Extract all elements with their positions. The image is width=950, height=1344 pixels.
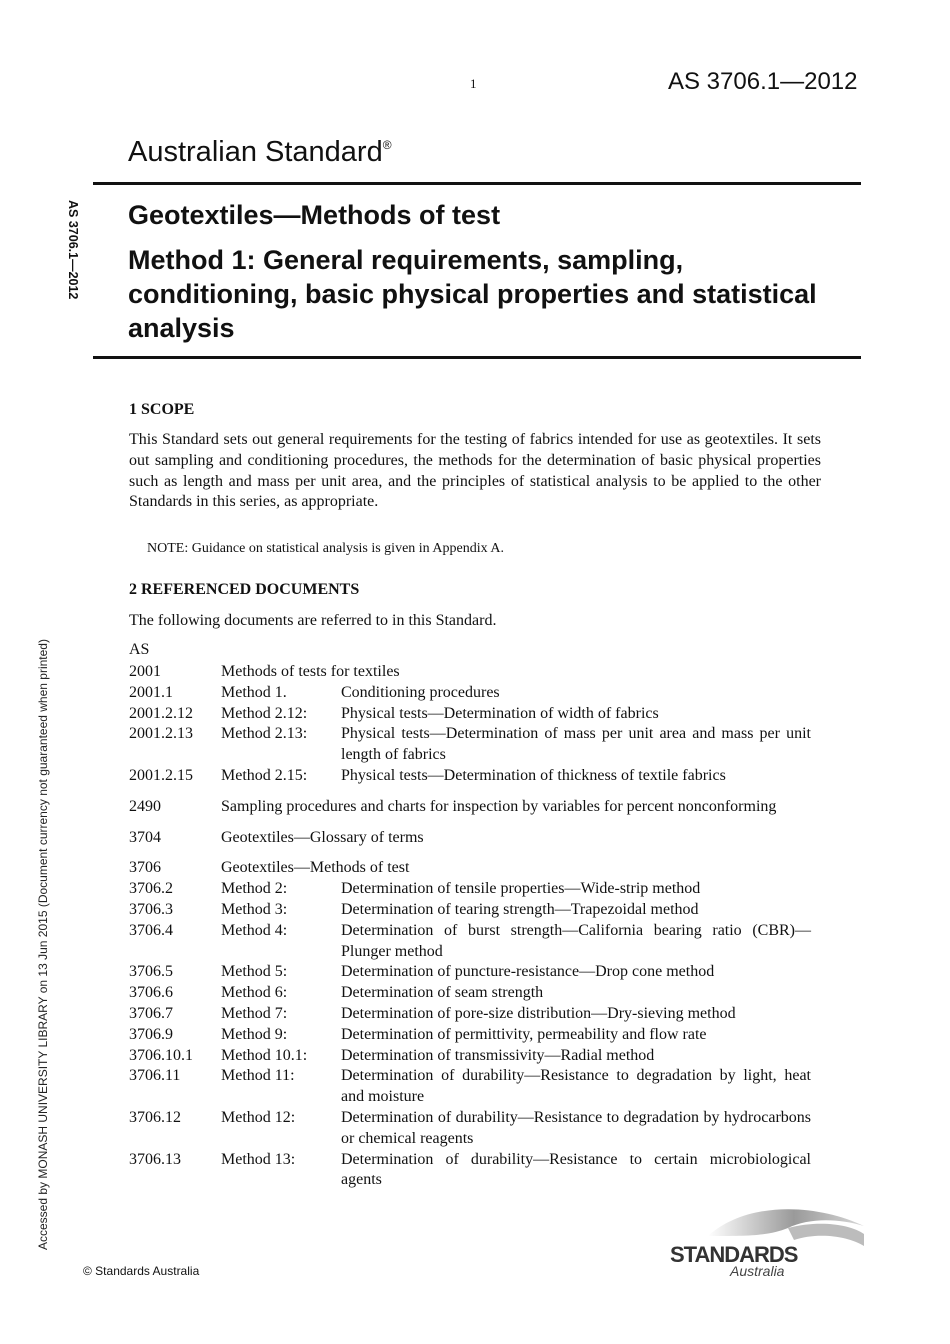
- reference-title: Determination of durability—Resistance to certain microbiological agents: [341, 1150, 811, 1189]
- reference-title: Geotextiles—Glossary of terms: [221, 828, 424, 846]
- reference-title: Determination of burst strength—California bearing ratio (CBR)—Plunger method: [341, 921, 811, 960]
- standard-type: [128, 136, 392, 169]
- reference-row: [129, 1025, 811, 1046]
- reference-method: Method 3:: [221, 900, 288, 918]
- reference-method: Method 2.13:: [221, 725, 308, 743]
- reference-row: [129, 1150, 811, 1192]
- reference-title: Sampling procedures and charts for inspection by variables for percent nonconforming: [221, 797, 777, 815]
- reference-method: Method 10.1:: [221, 1046, 308, 1064]
- reference-title: Determination of transmissivity—Radial method: [341, 1046, 655, 1064]
- reference-method: Method 12:: [221, 1108, 296, 1126]
- reference-title: Determination of seam strength: [341, 984, 544, 1002]
- scope-heading: 1 SCOPE: [129, 401, 195, 418]
- standard-code: AS 3706.1—2012: [668, 68, 858, 95]
- reference-row: [129, 1046, 811, 1067]
- copyright: © Standards Australia: [83, 1264, 200, 1278]
- reference-title: Determination of durability—Resistance to degradation by light, heat and moisture: [341, 1067, 811, 1106]
- reference-row: [129, 879, 811, 900]
- logo-sub: Australia: [730, 1263, 785, 1278]
- reference-number: 3706.10.1: [129, 1046, 193, 1064]
- reference-number: 3706.4: [129, 921, 173, 939]
- reference-row: [129, 858, 811, 879]
- reference-row: [129, 962, 811, 983]
- reference-title: Determination of tearing strength—Trapezoidal method: [341, 900, 699, 918]
- reference-row: [129, 766, 811, 787]
- reference-title: Conditioning procedures: [341, 683, 500, 701]
- title-rule: [93, 356, 861, 359]
- side-standard-code: AS 3706.1—2012: [66, 200, 80, 300]
- page-subtitle: Method 1: General requirements, sampling, conditioning, basic physical properties and statistical analysis: [128, 245, 817, 343]
- reference-number: 2001.1: [129, 683, 173, 701]
- scope-paragraph: This Standard sets out general requirements for the testing of fabrics intended for use as geotextiles. It sets out sampling and conditioning procedures, the methods for the determination of basic physical properties such as length and mass per unit area, and the principles of statistical analysis to be applied to the other Standards in this series, as appropriate.: [129, 431, 821, 511]
- reference-method: Method 9:: [221, 1025, 288, 1043]
- reference-number: 3706: [129, 859, 161, 877]
- reference-row: [129, 828, 811, 849]
- reference-number: 3706.13: [129, 1150, 181, 1168]
- access-notice: Accessed by MONASH UNIVERSITY LIBRARY on 13 Jun 2015 (Document currency not guaranteed when printed): [36, 639, 50, 1250]
- reference-number: 3704: [129, 828, 161, 846]
- reference-number: 3706.9: [129, 1025, 173, 1043]
- reference-row: [129, 1066, 811, 1108]
- reference-number: 3706.7: [129, 1004, 173, 1022]
- reference-method: Method 11:: [221, 1067, 295, 1085]
- reference-method: Method 2.15:: [221, 766, 308, 784]
- reference-row: [129, 683, 811, 704]
- reference-row: [129, 797, 811, 818]
- reference-number: 3706.12: [129, 1108, 181, 1126]
- reference-number: 3706.5: [129, 963, 173, 981]
- reference-method: Method 7:: [221, 1004, 288, 1022]
- reference-title: Determination of tensile properties—Wide-strip method: [341, 880, 701, 898]
- reference-title: Determination of puncture-resistance—Drop cone method: [341, 963, 715, 981]
- reference-number: 2001.2.15: [129, 766, 193, 784]
- reference-method: Method 4:: [221, 921, 288, 939]
- reference-method: Method 13:: [221, 1150, 296, 1168]
- page-title: Geotextiles—Methods of test: [128, 200, 501, 230]
- references-heading: 2 REFERENCED DOCUMENTS: [129, 581, 360, 598]
- reference-title: Determination of pore-size distribution—Dry-sieving method: [341, 1004, 736, 1022]
- reference-method: Method 1.: [221, 683, 287, 701]
- references-group-label: AS: [129, 641, 150, 658]
- reference-row: [129, 900, 811, 921]
- standards-australia-logo: [668, 1206, 868, 1278]
- reference-row: [129, 662, 811, 683]
- reference-number: 2001.2.12: [129, 704, 193, 722]
- reference-method: Method 5:: [221, 963, 288, 981]
- references-intro: The following documents are referred to in this Standard.: [129, 612, 497, 629]
- logo-word: STANDARDS: [670, 1242, 798, 1267]
- reference-number: 2001.2.13: [129, 725, 193, 743]
- header-rule: [93, 182, 861, 185]
- page-number: 1: [470, 76, 477, 91]
- reference-number: 3706.3: [129, 900, 173, 918]
- reference-number: 3706.6: [129, 984, 173, 1002]
- reference-method: Method 2:: [221, 880, 288, 898]
- scope-note: NOTE: Guidance on statistical analysis is given in Appendix A.: [147, 541, 504, 556]
- reference-row: [129, 724, 811, 766]
- reference-title: Physical tests—Determination of mass per unit area and mass per unit length of fabrics: [341, 725, 811, 764]
- reference-row: [129, 1004, 811, 1025]
- reference-number: 3706.2: [129, 880, 173, 898]
- reference-title: Geotextiles—Methods of test: [221, 859, 410, 877]
- reference-method: Method 2.12:: [221, 704, 308, 722]
- registered-mark: ®: [382, 138, 392, 152]
- reference-row: [129, 983, 811, 1004]
- reference-number: 2001: [129, 663, 161, 680]
- reference-row: [129, 1108, 811, 1150]
- references-list: [129, 662, 811, 1191]
- reference-number: 3706.11: [129, 1067, 181, 1085]
- reference-title: Determination of durability—Resistance to degradation by hydrocarbons or chemical reagents: [341, 1108, 811, 1147]
- standard-type-label: Australian Standard: [128, 136, 383, 168]
- reference-title: Physical tests—Determination of thickness of textile fabrics: [341, 766, 726, 784]
- reference-row: [129, 704, 811, 725]
- reference-title: Methods of tests for textiles: [221, 663, 400, 680]
- logo-swoosh-shape: [788, 1224, 864, 1246]
- reference-method: Method 6:: [221, 984, 288, 1002]
- reference-title: Physical tests—Determination of width of fabrics: [341, 704, 659, 722]
- reference-number: 2490: [129, 797, 161, 815]
- reference-row: [129, 921, 811, 963]
- reference-title: Determination of permittivity, permeability and flow rate: [341, 1025, 707, 1043]
